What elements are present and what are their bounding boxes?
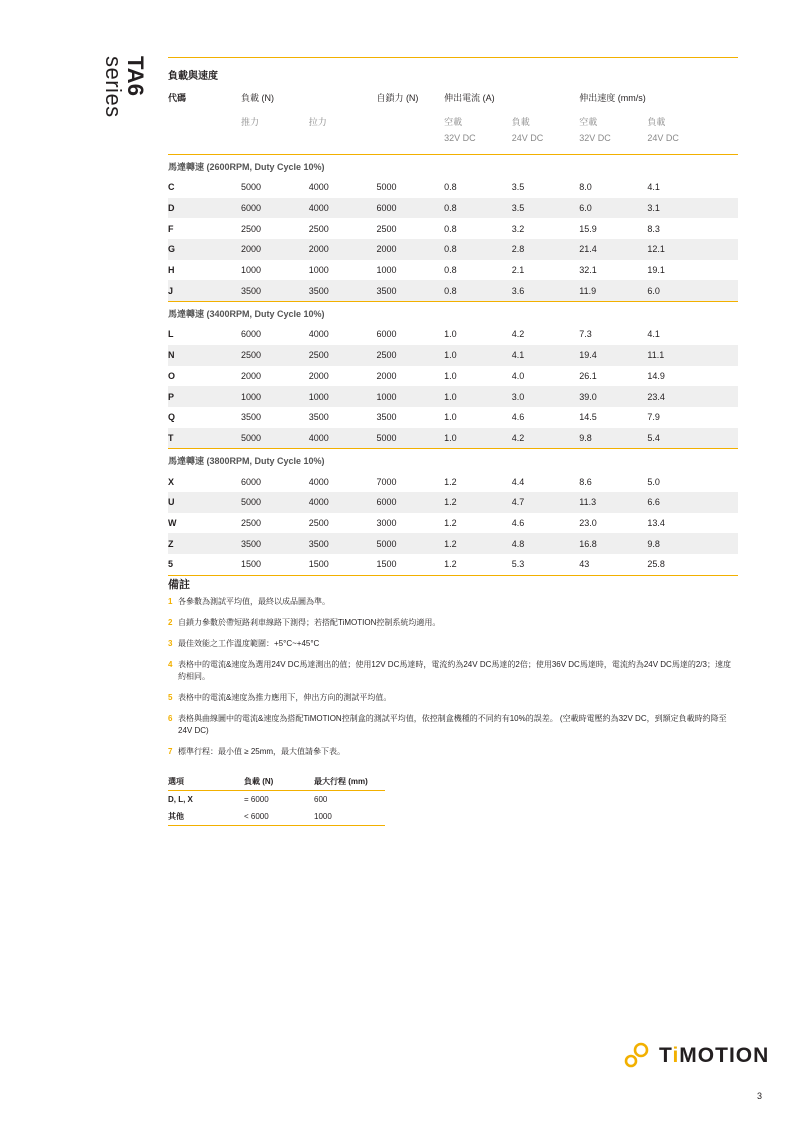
note-text: 表格中的電流&速度為選用24V DC馬達測出的值；使用12V DC馬達時，電流約為24V DC馬達的2倍；使用36V DC馬達時，電流約為24V DC馬達的2/3；速度約相同。 (178, 660, 731, 681)
table-cell: < 6000 (244, 812, 269, 821)
table-cell: 2000 (309, 239, 377, 260)
table-cell: 2000 (308, 370, 329, 381)
table-cell: 12.1 (647, 239, 738, 260)
table-cell: 6000 (241, 198, 309, 219)
table-cell: 11.9 (579, 280, 647, 301)
table-cell: 6000 (376, 492, 444, 513)
notes-list (168, 596, 738, 767)
table-cell: = 6000 (244, 795, 269, 804)
model-name: TA6 (123, 56, 148, 96)
table-cell: 26.1 (579, 370, 597, 381)
row-code: O (168, 370, 176, 381)
stroke-header-option: 選項 (168, 776, 184, 786)
table-cell: 1.2 (444, 559, 457, 570)
table-cell: 5000 (241, 428, 309, 449)
stroke-header-load: 負載 (N) (244, 776, 274, 786)
note-text: 標準行程：最小值 ≥ 25mm，最大值請參下表。 (178, 747, 346, 756)
table-cell: 4.1 (512, 345, 580, 366)
table-cell: 2500 (240, 223, 261, 234)
table-row (168, 260, 738, 281)
table-cell: 0.8 (444, 223, 457, 234)
subheader-push: 推力 (240, 117, 259, 127)
table-cell: 6000 (240, 476, 261, 487)
table-cell: 2.1 (511, 265, 525, 276)
table-subheader-row (168, 108, 738, 155)
table-cell: 1500 (240, 559, 261, 570)
table-cell: 6000 (240, 329, 261, 340)
table-row (168, 366, 738, 387)
table-cell: 11.1 (647, 345, 738, 366)
table-cell: 4.0 (511, 370, 525, 381)
table-cell: 3.2 (511, 223, 525, 234)
table-cell: 3.0 (512, 386, 580, 407)
table-cell: 2500 (240, 517, 261, 528)
table-cell: 39.0 (579, 386, 647, 407)
table-cell: 3.1 (647, 198, 738, 219)
table-cell: 1.0 (444, 329, 457, 340)
table-cell: 6.0 (647, 280, 738, 301)
table-cell: 3500 (309, 533, 377, 554)
note-number: 3 (168, 639, 173, 648)
table-row (168, 324, 738, 345)
row-code: G (168, 239, 241, 260)
table-cell: 7.9 (647, 412, 660, 423)
table-cell: 3500 (376, 280, 444, 301)
series-title (50, 56, 148, 136)
group-header-row (168, 302, 738, 325)
row-code: F (168, 223, 174, 234)
table-cell: 1000 (314, 812, 332, 821)
table-cell: 5.3 (511, 559, 525, 570)
table-row (168, 428, 738, 449)
table-cell: 0.8 (444, 265, 457, 276)
table-cell: 3000 (376, 517, 397, 528)
table-cell: 7000 (376, 476, 397, 487)
table-cell: 6.6 (647, 492, 738, 513)
note-number: 1 (168, 597, 173, 606)
table-cell: 0.8 (444, 182, 457, 193)
note-item (168, 617, 738, 629)
table-cell: 1.0 (444, 370, 457, 381)
table-cell: 1.0 (444, 428, 512, 449)
table-cell: 1.2 (444, 492, 512, 513)
note-number: 4 (168, 660, 173, 669)
table-row (168, 513, 738, 534)
table-row (168, 407, 738, 428)
notes-title: 備註 (168, 579, 190, 591)
table-cell: 4000 (308, 182, 329, 193)
table-cell: 21.4 (579, 239, 647, 260)
table-cell: 4.6 (511, 412, 525, 423)
table-cell: 2000 (240, 370, 261, 381)
table-cell: 8.3 (647, 223, 660, 234)
table-cell: 23.4 (647, 386, 738, 407)
table-cell: 2.8 (512, 239, 580, 260)
table-row (168, 345, 738, 366)
table-cell: 4.8 (512, 533, 580, 554)
top-rule (168, 57, 738, 58)
table-cell: 4.6 (511, 517, 525, 528)
note-item (168, 713, 738, 737)
header-self-lock: 自鎖力 (N) (376, 92, 419, 103)
note-item (168, 746, 738, 758)
table-row (168, 791, 385, 809)
table-row (168, 177, 738, 198)
subheader-pull: 拉力 (308, 117, 327, 127)
gear-logo-icon (624, 1042, 654, 1070)
table-cell: 1000 (308, 265, 329, 276)
table-cell: 2000 (376, 370, 397, 381)
logo-wordmark: TiMOTION (659, 1044, 770, 1067)
row-code: D (168, 198, 241, 219)
table-cell: 600 (314, 795, 328, 804)
table-cell: 2500 (376, 223, 397, 234)
table-cell: 6000 (376, 329, 397, 340)
row-code: N (168, 345, 241, 366)
table-cell: 3500 (309, 280, 377, 301)
table-cell: 1000 (241, 386, 309, 407)
table-cell: 0.8 (444, 198, 512, 219)
row-code: J (168, 280, 241, 301)
table-cell: 14.9 (647, 370, 665, 381)
table-cell: 3.5 (512, 198, 580, 219)
table-cell: 16.8 (579, 533, 647, 554)
row-code: P (168, 386, 241, 407)
table-cell: 5000 (376, 533, 444, 554)
table-cell: 15.9 (579, 223, 597, 234)
note-item (168, 596, 738, 608)
table-cell: 4.2 (511, 329, 525, 340)
table-cell: 3500 (376, 412, 397, 423)
table-cell: 9.8 (579, 428, 647, 449)
row-code: H (168, 265, 175, 276)
table-cell: 11.3 (579, 492, 647, 513)
table-row (168, 533, 738, 554)
header-speed: 伸出速度 (mm/s) (579, 92, 646, 103)
table-row (168, 386, 738, 407)
table-cell: 1.0 (444, 412, 457, 423)
note-number: 7 (168, 747, 173, 756)
table-row (168, 808, 385, 826)
table-cell: 32.1 (579, 265, 597, 276)
table-row (168, 471, 738, 492)
stroke-table (168, 772, 385, 826)
table-cell: 5000 (376, 428, 444, 449)
table-cell: 2500 (308, 517, 329, 528)
table-row (168, 280, 738, 301)
table-cell: 5000 (241, 492, 309, 513)
table-cell: 2500 (376, 345, 444, 366)
row-code: W (168, 517, 177, 528)
section-title: 負載與速度 (168, 71, 218, 82)
motor-speed-label: 馬達轉速 (3400RPM, Duty Cycle 10%) (168, 308, 325, 319)
table-cell: 4000 (309, 198, 377, 219)
table-cell: 5.4 (647, 428, 738, 449)
table-cell: 25.8 (647, 559, 665, 570)
table-cell: 2000 (241, 239, 309, 260)
table-cell: 1.0 (444, 386, 512, 407)
table-cell: 1.0 (444, 345, 512, 366)
timotion-logo (624, 1042, 770, 1070)
table-cell: 23.0 (579, 517, 597, 528)
table-cell: 2500 (309, 345, 377, 366)
note-text: 最佳效能之工作溫度範圍：+5°C~+45°C (178, 639, 320, 648)
table-cell: 6000 (376, 198, 444, 219)
row-code: C (168, 182, 175, 193)
table-cell: 1000 (376, 386, 444, 407)
table-cell: 5000 (240, 182, 261, 193)
table-cell: 4.2 (512, 428, 580, 449)
table-cell: 3500 (241, 280, 309, 301)
subheader-speed-load: 負載 24V DC (647, 117, 679, 143)
subheader-current-load: 負載 24V DC (511, 117, 544, 143)
table-cell: 3.5 (511, 182, 525, 193)
row-code: X (168, 476, 175, 487)
table-cell: 4.1 (647, 182, 660, 193)
note-number: 5 (168, 693, 173, 702)
table-cell: 其他 (168, 812, 184, 821)
table-cell: 14.5 (579, 412, 597, 423)
table-row (168, 239, 738, 260)
stroke-header-row (168, 772, 385, 791)
table-row (168, 554, 738, 575)
table-cell: 4000 (308, 329, 329, 340)
note-item (168, 692, 738, 704)
table-cell: 8.6 (579, 476, 592, 487)
row-code: U (168, 492, 241, 513)
load-speed-table (168, 86, 738, 576)
note-text: 表格與曲線圖中的電流&速度為搭配TiMOTION控制盒的測試平均值，依控制盒機種的不同約有10%的誤差。 (空載時電壓約為32V DC，到額定負載時約降至24V DC) (178, 714, 727, 735)
note-item (168, 638, 738, 650)
table-cell: 13.4 (647, 517, 665, 528)
table-cell: 1.2 (444, 533, 512, 554)
header-load: 負載 (N) (240, 92, 274, 103)
motor-speed-label: 馬達轉速 (3800RPM, Duty Cycle 10%) (168, 455, 325, 466)
series-label: series (101, 56, 126, 118)
group-header-row (168, 155, 738, 178)
table-cell: 5.0 (647, 476, 660, 487)
table-cell: 7.3 (579, 329, 592, 340)
table-cell: 5000 (376, 182, 397, 193)
table-cell: 0.8 (444, 280, 512, 301)
table-cell: 4000 (308, 476, 329, 487)
subheader-current-no-load: 空載 32V DC (444, 117, 476, 143)
table-row (168, 492, 738, 513)
note-number: 2 (168, 618, 173, 627)
table-row (168, 198, 738, 219)
table-cell: 2500 (241, 345, 309, 366)
table-cell: 1000 (309, 386, 377, 407)
table-cell: 3500 (241, 533, 309, 554)
table-cell: 2000 (376, 239, 444, 260)
table-cell: 6.0 (579, 198, 647, 219)
note-item (168, 659, 738, 683)
table-cell: 0.8 (444, 239, 512, 260)
row-code: L (168, 329, 174, 340)
table-cell: 19.1 (647, 265, 665, 276)
note-number: 6 (168, 714, 173, 723)
stroke-header-max: 最大行程 (mm) (314, 776, 368, 786)
page-number: 3 (757, 1091, 763, 1101)
table-cell: 4000 (309, 492, 377, 513)
row-code: 5 (168, 559, 174, 570)
table-cell: 1000 (240, 265, 261, 276)
table-cell: 1000 (376, 265, 397, 276)
subheader-speed-no-load: 空載 32V DC (579, 117, 611, 143)
note-text: 各參數為測試平均值，最終以成品圖為準。 (178, 597, 330, 606)
table-cell: 4.1 (647, 329, 660, 340)
table-cell: 8.0 (579, 182, 592, 193)
table-cell: 9.8 (647, 533, 738, 554)
row-code: Z (168, 533, 241, 554)
table-cell: 4.4 (511, 476, 525, 487)
table-cell: 3.6 (512, 280, 580, 301)
motor-speed-label: 馬達轉速 (2600RPM, Duty Cycle 10%) (168, 161, 325, 172)
table-row (168, 218, 738, 239)
table-cell: 1500 (376, 559, 397, 570)
note-text: 自鎖力參數於帶短路剎車線路下測得；若搭配TiMOTION控制系統均適用。 (178, 618, 441, 627)
table-cell: 43 (579, 559, 590, 570)
header-current: 伸出電流 (A) (444, 92, 495, 103)
table-header-row (168, 86, 738, 108)
table-cell: 3500 (308, 412, 329, 423)
table-cell: 2500 (308, 223, 329, 234)
table-cell: 4000 (309, 428, 377, 449)
header-code: 代碼 (168, 92, 187, 103)
table-cell: 4.7 (512, 492, 580, 513)
table-cell: 19.4 (579, 345, 647, 366)
table-cell: D, L, X (168, 795, 193, 804)
table-cell: 1.2 (444, 517, 457, 528)
note-text: 表格中的電流&速度為推力應用下，伸出方向的測試平均值。 (178, 693, 392, 702)
table-cell: 1500 (308, 559, 329, 570)
table-cell: 3500 (240, 412, 261, 423)
row-code: T (168, 428, 241, 449)
group-header-row (168, 449, 738, 472)
table-cell: 1.2 (444, 476, 457, 487)
row-code: Q (168, 412, 176, 423)
